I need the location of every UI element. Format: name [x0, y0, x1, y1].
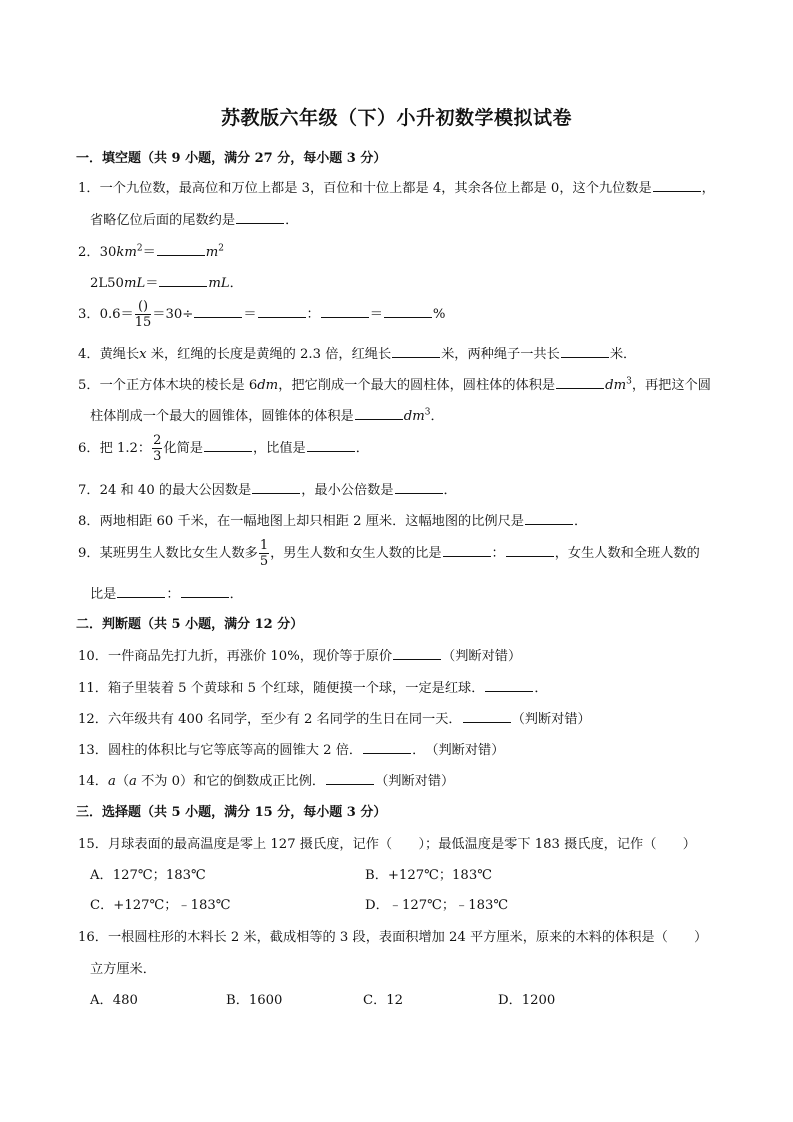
question-10: 10．一件商品先打九折，再涨价 10%，现价等于原价 （判断对错） [78, 649, 522, 664]
answer-blank[interactable] [159, 274, 207, 287]
answer-blank[interactable] [653, 179, 701, 192]
answer-blank[interactable] [392, 345, 440, 358]
question-5: 5．一个正方体木块的棱长是 6dm，把它削成一个最大的圆柱体，圆柱体的体积是 $dm^3$，再把这个圆 [78, 376, 711, 393]
question-2-cont: 2L50mL＝ mL． [90, 276, 243, 291]
question-16-cont: 立方厘米． [90, 962, 156, 977]
question-14: 14．a（a 不为 0）和它的倒数成正比例． （判断对错） [78, 774, 455, 789]
option-b[interactable]: B．+127℃；183℃ [365, 868, 492, 883]
answer-blank[interactable] [443, 544, 491, 557]
question-15: 15．月球表面的最高温度是零上 127 摄氏度，记作（ ）；最低温度是零下 183 摄氏度，记作（ ） [78, 837, 696, 852]
question-2: 2．$30km^2= m^2$ [78, 243, 225, 260]
answer-blank[interactable] [506, 544, 554, 557]
page-title: 苏教版六年级（下）小升初数学模拟试卷 [220, 107, 572, 129]
question-8: 8．两地相距 60 千米，在一幅地图上却只相距 2 厘米．这幅地图的比例尺是 ． [78, 514, 588, 529]
answer-blank[interactable] [556, 376, 604, 389]
fraction: $\frac{2}{3}$ [153, 433, 162, 464]
fraction: $\frac{()}{15}$ [134, 299, 152, 330]
answer-blank[interactable] [258, 305, 306, 318]
answer-blank[interactable] [525, 512, 573, 525]
question-12: 12．六年级共有 400 名同学，至少有 2 名同学的生日在同一天． （判断对错） [78, 712, 591, 727]
option-a[interactable]: A．480 [90, 993, 138, 1008]
question-13: 13．圆柱的体积比与它等底等高的圆锥大 2 倍． ． （判断对错） [78, 743, 505, 758]
answer-blank[interactable] [355, 407, 403, 420]
option-c[interactable]: C．12 [363, 993, 404, 1008]
question-9: 9．某班男生人数比女生人数多 $\frac{1}{5}$ ，男生人数和女生人数的比是 ： ，女生人数和全班人数的 [78, 538, 700, 569]
option-d[interactable]: D．1200 [498, 993, 556, 1008]
question-1: 1．一个九位数，最高位和万位上都是 3，百位和十位上都是 4，其余各位上都是 0，这个九位数是 ， [78, 181, 715, 196]
question-4: 4．黄绳长x 米，红绳的长度是黄绳的 2.3 倍，红绳长 米，两种绳子一共长 米． [78, 347, 637, 362]
answer-blank[interactable] [236, 211, 284, 224]
answer-blank[interactable] [117, 585, 165, 598]
question-5-cont: 柱体削成一个最大的圆锥体，圆锥体的体积是 $dm^3$． [90, 407, 444, 424]
question-16: 16．一根圆柱形的木料长 2 米，截成相等的 3 段，表面积增加 24 平方厘米，原来的木料的体积是（ ） [78, 930, 708, 945]
option-c[interactable]: C．+127℃；﹣183℃ [90, 898, 231, 913]
section-true-false: 二．判断题（共 5 小题，满分 12 分） [76, 617, 304, 632]
question-11: 11．箱子里装着 5 个黄球和 5 个红球，随便摸一个球，一定是红球． ． [78, 681, 548, 696]
question-1-cont: 省略亿位后面的尾数约是 ． [90, 213, 299, 228]
answer-blank[interactable] [204, 439, 252, 452]
answer-blank[interactable] [307, 439, 355, 452]
question-7: 7．24 和 40 的最大公因数是 ，最小公倍数是 ． [78, 483, 457, 498]
answer-blank[interactable] [157, 243, 205, 256]
answer-blank[interactable] [393, 647, 441, 660]
answer-blank[interactable] [395, 481, 443, 494]
option-b[interactable]: B．1600 [226, 993, 283, 1008]
answer-blank[interactable] [485, 679, 533, 692]
answer-blank[interactable] [181, 585, 229, 598]
answer-blank[interactable] [252, 481, 300, 494]
question-9-cont: 比是 ： ． [90, 587, 243, 602]
answer-blank[interactable] [363, 741, 411, 754]
answer-blank[interactable] [561, 345, 609, 358]
section-multiple-choice: 三．选择题（共 5 小题，满分 15 分，每小题 3 分） [76, 805, 387, 820]
option-a[interactable]: A．127℃；183℃ [90, 868, 206, 883]
section-fill-in: 一．填空题（共 9 小题，满分 27 分，每小题 3 分） [76, 151, 387, 166]
option-d[interactable]: D．﹣127℃；﹣183℃ [365, 898, 509, 913]
question-6: 6．把 1.2： $\frac{2}{3}$ 化简是 ，比值是 ． [78, 433, 369, 464]
answer-blank[interactable] [194, 305, 242, 318]
answer-blank[interactable] [321, 305, 369, 318]
answer-blank[interactable] [384, 305, 432, 318]
fraction: $\frac{1}{5}$ [259, 538, 269, 569]
answer-blank[interactable] [326, 772, 374, 785]
question-3: 3．0.6＝ $\frac{()}{15}$ ＝30÷ ＝ ： ＝ % [78, 299, 446, 330]
answer-blank[interactable] [463, 710, 511, 723]
